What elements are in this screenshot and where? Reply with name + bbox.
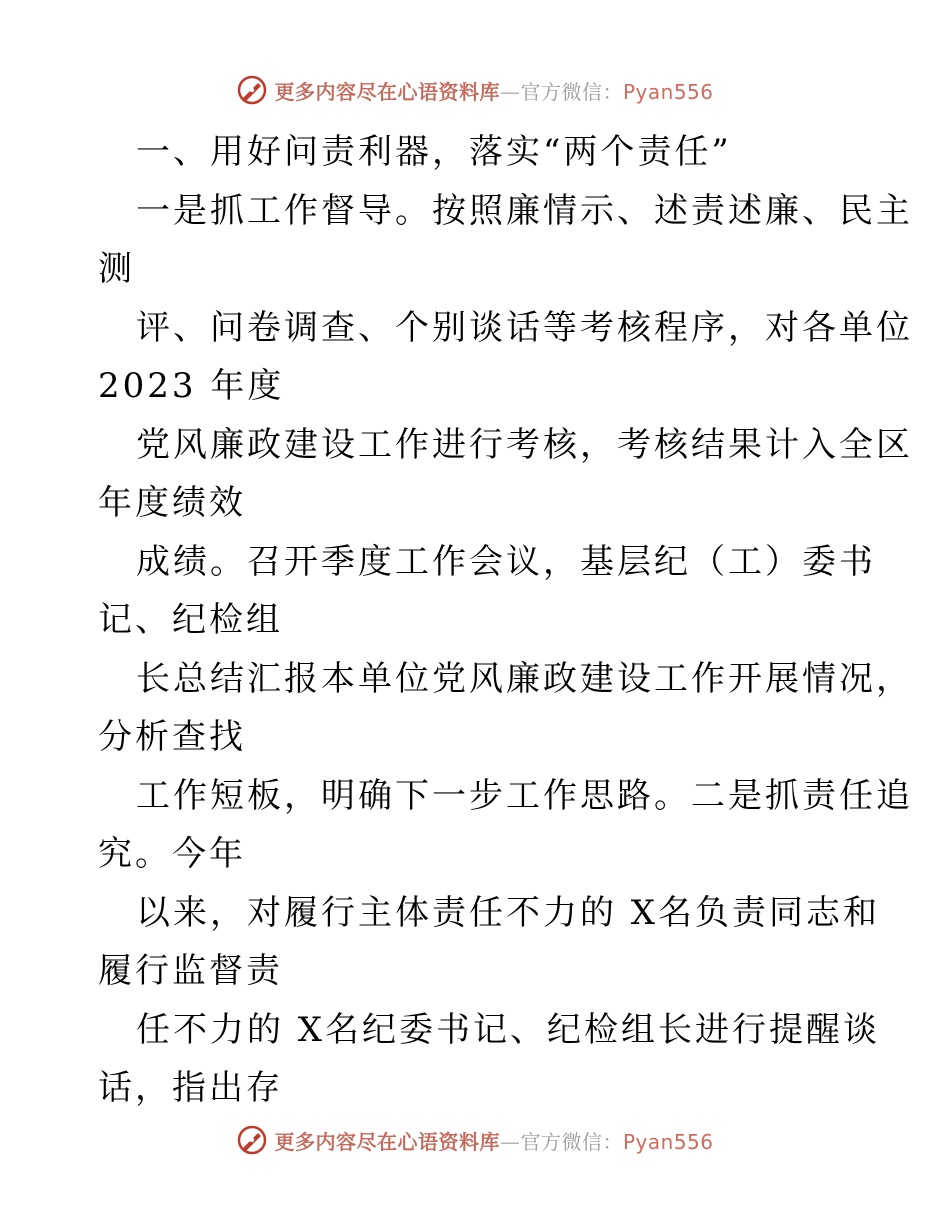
text-line: 话，指出存 xyxy=(98,1068,283,1108)
text-line: 测 xyxy=(98,249,135,289)
quill-pen-logo-icon xyxy=(236,74,268,106)
text-line: 2023 年度 xyxy=(98,366,285,406)
text-line: 分析查找 xyxy=(98,717,246,757)
text-line: 评、问卷调查、个别谈话等考核程序，对各单位 xyxy=(136,307,913,348)
text-line: 以来，对履行主体责任不力的 X名负责同志和 xyxy=(136,892,881,933)
watermark-dash: — xyxy=(499,79,521,104)
text-line: 一是抓工作督导。按照廉情示、述责述廉、民主 xyxy=(136,190,913,231)
text-line: 年度绩效 xyxy=(98,483,246,523)
quill-pen-logo-icon xyxy=(236,1124,268,1156)
watermark-text xyxy=(274,1126,713,1155)
text-line: 长总结汇报本单位党风廉政建设工作开展情况， xyxy=(136,658,913,699)
watermark-lead: 更多内容尽在心语资料库 xyxy=(274,79,500,104)
watermark-dash: — xyxy=(499,1129,521,1154)
watermark-footer xyxy=(0,1120,950,1160)
text-line: 成绩。召开季度工作会议，基层纪（工）委书 xyxy=(136,541,876,582)
text-line: 工作短板，明确下一步工作思路。二是抓责任追 xyxy=(136,775,913,816)
watermark-header xyxy=(0,70,950,110)
text-line: 履行监督责 xyxy=(98,951,283,991)
text-line: 党风廉政建设工作进行考核，考核结果计入全区 xyxy=(136,424,913,465)
text-line: 一、用好问责利器，落实“两个责任” xyxy=(136,132,732,172)
text-line: 记、纪检组 xyxy=(98,600,283,640)
watermark-lead: 更多内容尽在心语资料库 xyxy=(274,1129,500,1154)
text-line: 究。今年 xyxy=(98,834,246,874)
watermark-text xyxy=(274,76,713,105)
text-line: 任不力的 X名纪委书记、纪检组长进行提醒谈 xyxy=(136,1009,881,1050)
watermark-wechat-id: Pyan556 xyxy=(622,79,714,104)
watermark-wechat-label: 官方微信： xyxy=(520,79,623,104)
watermark-wechat-id: Pyan556 xyxy=(622,1129,714,1154)
watermark-wechat-label: 官方微信： xyxy=(520,1129,623,1154)
document-body xyxy=(98,123,913,1118)
